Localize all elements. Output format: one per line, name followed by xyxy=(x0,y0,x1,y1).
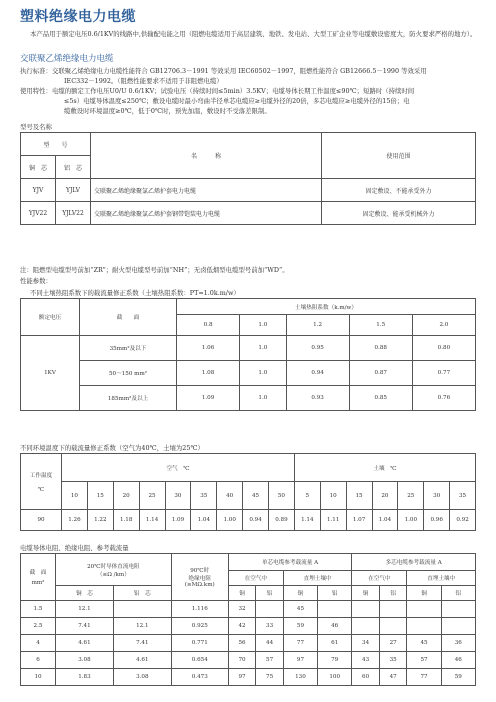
table-cell: 3.08 xyxy=(56,652,114,669)
ins-unit: (≥MΩ.km) xyxy=(184,582,215,588)
air-coef-cell: 0.94 xyxy=(243,510,269,531)
table-cell xyxy=(441,601,475,618)
table-cell: 45 xyxy=(407,635,441,652)
standard-line-2: IEC332－1992。（阻燃性能要求不适用于非阻燃电缆） xyxy=(64,77,223,85)
model-header: 型 号 xyxy=(21,133,91,156)
table-cell: 32 xyxy=(228,601,256,618)
model-scope: 固定敷设、能承受机械外力 xyxy=(322,202,476,225)
multi-core-header: 多芯电缆参考载流量 A xyxy=(352,554,476,571)
table-cell xyxy=(318,601,352,618)
model-cu: YJV22 xyxy=(21,202,56,225)
insulation-header xyxy=(171,554,228,601)
air-temp-col: 15 xyxy=(87,482,113,510)
table-cell: 4.61 xyxy=(56,635,114,652)
table-cell: 45 xyxy=(283,601,317,618)
coef-cell: 1.06 xyxy=(177,336,240,361)
temperature-coefficient-table xyxy=(20,453,476,531)
table-row xyxy=(21,618,476,635)
soil-coef-cell: 1.07 xyxy=(346,510,372,531)
table-cell: 10 xyxy=(21,669,56,686)
table-cell: 1.116 xyxy=(171,601,228,618)
table-cell: 97 xyxy=(283,652,317,669)
aluminum-header: 铝 xyxy=(379,586,407,601)
table-cell: 79 xyxy=(318,652,352,669)
table-cell: 12.1 xyxy=(113,618,171,635)
air-coef-cell: 1.09 xyxy=(165,510,191,531)
model-label: 型号及名称 xyxy=(20,123,52,131)
table-cell: 77 xyxy=(407,669,441,686)
soil-col: 2.0 xyxy=(412,315,475,336)
table-cell: 75 xyxy=(256,669,284,686)
model-name: 交联聚乙烯绝缘聚氯乙烯护套钢带铠装电力电缆 xyxy=(91,202,322,225)
table-cell xyxy=(379,601,407,618)
coef-cell: 0.93 xyxy=(286,386,349,411)
work-temp-label: 工作温度 xyxy=(29,472,53,479)
table-cell: 46 xyxy=(441,652,475,669)
soil-col: 1.2 xyxy=(286,315,349,336)
model-scope: 固定敷设、不能承受外力 xyxy=(322,179,476,202)
table-cell: 27 xyxy=(379,635,407,652)
air-temp-col: 40 xyxy=(217,482,243,510)
air-header: 在空气中 xyxy=(228,571,283,586)
table-cell: 7.41 xyxy=(113,635,171,652)
table-cell: 57 xyxy=(256,652,284,669)
table-cell: 12.1 xyxy=(56,601,114,618)
table-cell: 1.5 xyxy=(21,601,56,618)
aluminum-header: 铝 xyxy=(318,586,352,601)
air-coef-cell: 1.00 xyxy=(217,510,243,531)
section-header: 截 面 xyxy=(80,299,177,336)
table-cell: 1.83 xyxy=(56,669,114,686)
soil-temp-col: 5 xyxy=(294,482,320,510)
air-temp-col: 20 xyxy=(113,482,139,510)
coef-cell: 1.0 xyxy=(240,386,286,411)
table-cell: 7.41 xyxy=(56,618,114,635)
soil-col: 1.0 xyxy=(240,315,286,336)
soil-coef-cell: 0.96 xyxy=(424,510,450,531)
air-coef-cell: 1.22 xyxy=(87,510,113,531)
table-cell: 4.61 xyxy=(113,652,171,669)
coef-cell: 1.0 xyxy=(240,361,286,386)
soil-col: 1.5 xyxy=(349,315,412,336)
coef-cell: 1.0 xyxy=(240,336,286,361)
table-cell: 70 xyxy=(228,652,256,669)
coef-cell: 0.87 xyxy=(349,361,412,386)
note-text: 注：阻燃型电缆型号前加“ZR”；耐火型电缆型号前加“NH”；无卤低烟型电缆型号前加“WD”。 xyxy=(20,266,289,274)
table-cell: 46 xyxy=(318,618,352,635)
soil-coef-cell: 0.92 xyxy=(450,510,476,531)
intro-text: 本产品用于额定电压0.6/1KV的线路中,供输配电能之用（阻燃电缆适用于高层建筑、地铁、发电站、大型工矿企业等电缆敷设密度大，防火要求严格的地方）。 xyxy=(30,30,477,38)
table-row xyxy=(21,601,476,618)
soil-header: 直埋土壤中 xyxy=(283,571,351,586)
copper-header: 铜 芯 xyxy=(21,156,56,179)
table-cell: 2.5 xyxy=(21,618,56,635)
air-coef-cell: 1.26 xyxy=(62,510,88,531)
table-cell: 6 xyxy=(21,652,56,669)
temp-table-label: 不同环境温度下的载流量修正系数（空气为40℃，土壤为25℃） xyxy=(20,444,204,452)
table-cell xyxy=(407,601,441,618)
dc-resistance-header xyxy=(56,554,172,586)
single-core-header: 单芯电缆参考载流量 A xyxy=(228,554,352,571)
soil-header: 直埋土壤中 xyxy=(407,571,476,586)
air-temp-col: 30 xyxy=(165,482,191,510)
table-row xyxy=(21,669,476,686)
ins-label-2: 绝缘电阻 xyxy=(188,576,211,582)
table-cell: 34 xyxy=(352,635,380,652)
table-cell: 0.473 xyxy=(171,669,228,686)
coef-cell: 0.88 xyxy=(349,336,412,361)
table-cell: 57 xyxy=(407,652,441,669)
air-header: 空气 ℃ xyxy=(62,454,295,482)
usage-line-3: 缆敷设时环境温度≥0℃，低于0℃时，预先加温，敷设时不受落差限制。 xyxy=(64,107,271,115)
table-row xyxy=(21,652,476,669)
soil-coef-cell: 1.04 xyxy=(372,510,398,531)
table-cell: 100 xyxy=(318,669,352,686)
table-cell: 0.771 xyxy=(171,635,228,652)
standard-line-1: 执行标准：交联聚乙烯绝缘电力电缆性能符合 GB12706.3－1991 等效采用 IEC60502－1997，阻燃性能符合 GB12666.5－1990 等效采用 xyxy=(20,67,427,75)
air-temp-col: 25 xyxy=(139,482,165,510)
table-cell xyxy=(441,618,475,635)
table-cell: 130 xyxy=(283,669,317,686)
air-temp-col: 50 xyxy=(269,482,295,510)
model-name: 交联聚乙烯绝缘聚氯乙烯护套电力电缆 xyxy=(91,179,322,202)
row-temp-label: 90 xyxy=(21,510,62,531)
work-temp-header xyxy=(21,454,62,510)
air-coef-cell: 1.04 xyxy=(191,510,217,531)
table-cell: 3.08 xyxy=(113,669,171,686)
coef-cell: 1.08 xyxy=(177,361,240,386)
model-table xyxy=(20,132,476,225)
table-cell xyxy=(256,601,284,618)
ins-label-1: 90℃时 xyxy=(190,568,210,574)
soil-coefficient-table xyxy=(20,298,476,411)
aluminum-header: 铝 芯 xyxy=(56,156,91,179)
table-cell: 44 xyxy=(256,635,284,652)
table-cell xyxy=(407,618,441,635)
table-cell: 0.925 xyxy=(171,618,228,635)
performance-label: 性能参数： xyxy=(20,277,52,285)
table-cell: 0.654 xyxy=(171,652,228,669)
table-cell xyxy=(379,618,407,635)
soil-temp-col: 15 xyxy=(346,482,372,510)
soil-temp-col: 20 xyxy=(372,482,398,510)
copper-header: 铜 xyxy=(283,586,317,601)
coef-cell: 0.85 xyxy=(349,386,412,411)
coef-cell: 0.95 xyxy=(286,336,349,361)
table-cell: 43 xyxy=(352,652,380,669)
section-cell: 185mm²及以上 xyxy=(80,386,177,411)
work-temp-unit: ℃ xyxy=(37,486,45,493)
soil-temp-col: 35 xyxy=(450,482,476,510)
aluminum-header: 铝 xyxy=(256,586,284,601)
dc-unit: （≤Ω /km） xyxy=(96,571,130,578)
table-cell: 77 xyxy=(283,635,317,652)
table-cell: 35 xyxy=(379,652,407,669)
table-cell: 42 xyxy=(228,618,256,635)
air-coef-cell: 0.89 xyxy=(269,510,295,531)
table-cell: 61 xyxy=(318,635,352,652)
table-cell: 47 xyxy=(379,669,407,686)
table-row xyxy=(21,635,476,652)
page-title: 塑料绝缘电力电缆 xyxy=(20,9,136,25)
rated-voltage-header: 额定电压 xyxy=(21,299,80,336)
table-cell: 59 xyxy=(441,669,475,686)
air-header: 在空气中 xyxy=(352,571,407,586)
section-label: 截 面 xyxy=(29,570,47,576)
section-unit: mm² xyxy=(31,580,45,586)
soil-col: 0.8 xyxy=(177,315,240,336)
aluminum-header: 铝 芯 xyxy=(113,586,171,601)
model-al: YJLV22 xyxy=(56,202,91,225)
air-coef-cell: 1.14 xyxy=(139,510,165,531)
copper-header: 铜 xyxy=(407,586,441,601)
copper-header: 铜 芯 xyxy=(56,586,114,601)
soil-temp-col: 25 xyxy=(398,482,424,510)
soil-temp-col: 10 xyxy=(320,482,346,510)
air-temp-col: 35 xyxy=(191,482,217,510)
air-temp-col: 10 xyxy=(62,482,88,510)
soil-coef-cell: 1.11 xyxy=(320,510,346,531)
usage-line-1: 使用特性：电缆的额定工作电压U0/U 0.6/1KV；试验电压（持续时间≤5min）3.5KV；电缆导体长期工作温度≤90℃；短路时（持续时间 xyxy=(20,87,415,95)
copper-header: 铜 xyxy=(352,586,380,601)
coef-cell: 1.09 xyxy=(177,386,240,411)
table-cell xyxy=(352,618,380,635)
soil-coef-cell: 1.00 xyxy=(398,510,424,531)
section-cell: 35mm²及以下 xyxy=(80,336,177,361)
table-cell xyxy=(352,601,380,618)
air-coef-cell: 1.18 xyxy=(113,510,139,531)
dc-label: 20℃时导体直流电阻 xyxy=(87,563,140,570)
table-cell: 4 xyxy=(21,635,56,652)
voltage-cell: 1KV xyxy=(21,336,80,411)
soil-temp-col: 30 xyxy=(424,482,450,510)
coef-cell: 0.77 xyxy=(412,361,475,386)
coef-cell: 0.94 xyxy=(286,361,349,386)
soil-table-label: 不同土壤热阻系数下的载流量修正系数（土壤热阻系数：PT=1.0k.m/w） xyxy=(30,289,240,297)
soil-header: 土壤 ℃ xyxy=(294,454,475,482)
usage-line-2: ≤5s）电缆导体温度≤250℃；敷设电缆时最小弯曲半径单芯电缆应≥电缆外径的20倍，多芯电缆应≥电缆外径的15倍；电 xyxy=(64,97,410,105)
conductor-table xyxy=(20,553,476,686)
table-cell: 56 xyxy=(228,635,256,652)
scope-header: 使用范围 xyxy=(322,133,476,179)
section-header xyxy=(21,554,56,601)
soil-coef-cell: 1.14 xyxy=(294,510,320,531)
coef-cell: 0.76 xyxy=(412,386,475,411)
soil-coef-header: 土壤热阻系数（k.m/w） xyxy=(177,299,476,315)
aluminum-header: 铝 xyxy=(441,586,475,601)
copper-header: 铜 xyxy=(228,586,256,601)
air-temp-col: 45 xyxy=(243,482,269,510)
table-cell: 59 xyxy=(283,618,317,635)
section-subtitle: 交联聚乙烯绝缘电力电缆 xyxy=(20,54,114,64)
table-cell xyxy=(113,601,171,618)
conductor-table-label: 电缆导体电阻、绝缘电阻、参考载流量 xyxy=(20,544,129,552)
table-cell: 36 xyxy=(441,635,475,652)
table-cell: 97 xyxy=(228,669,256,686)
model-cu: YJV xyxy=(21,179,56,202)
section-cell: 50～150 mm² xyxy=(80,361,177,386)
model-al: YJLV xyxy=(56,179,91,202)
coef-cell: 0.80 xyxy=(412,336,475,361)
table-cell: 60 xyxy=(352,669,380,686)
name-header: 名 称 xyxy=(91,133,322,179)
table-cell: 33 xyxy=(256,618,284,635)
